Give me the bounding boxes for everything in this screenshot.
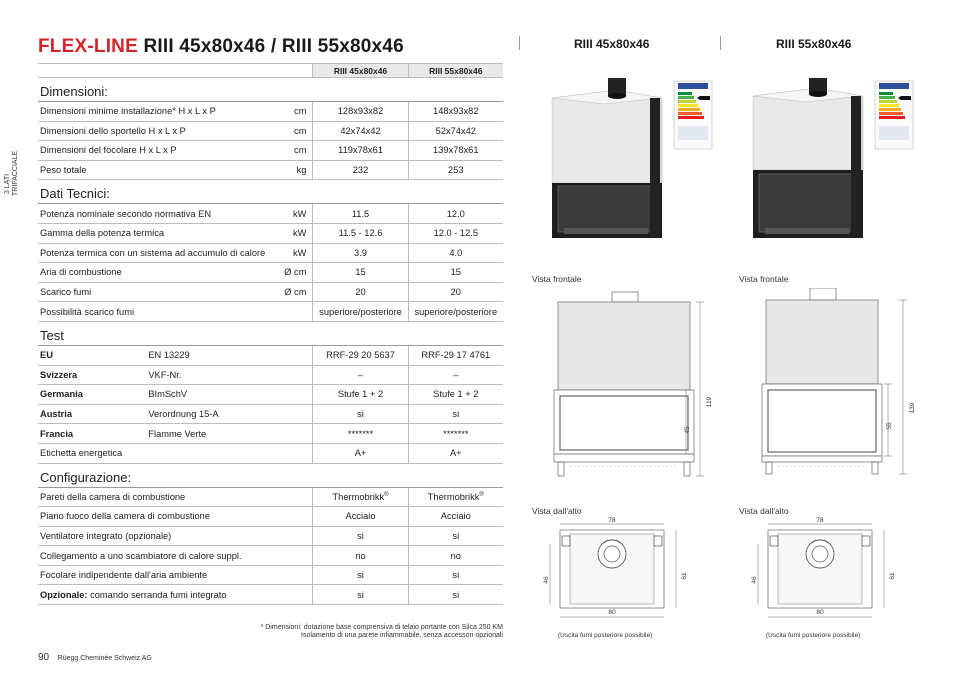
dimension-bottom: 80 bbox=[816, 609, 824, 616]
value-model-a bbox=[313, 585, 408, 605]
column-divider bbox=[519, 36, 520, 50]
row-label bbox=[38, 546, 313, 566]
row-unit: kW bbox=[282, 204, 313, 224]
config-rows bbox=[38, 487, 503, 605]
specs-table bbox=[38, 63, 503, 605]
footnote-line1: * Dimensioni: dotazione base comprensiva di telaio portante con Silca 250 KM bbox=[260, 624, 503, 631]
front-view-drawing bbox=[540, 290, 720, 485]
row-label: Peso totale bbox=[38, 160, 282, 180]
dimension-depth2: 61 bbox=[889, 572, 896, 580]
row-unit: kg bbox=[282, 160, 313, 180]
energy-label-icon bbox=[875, 81, 913, 149]
row-label: Gamma della potenza termica bbox=[38, 223, 282, 243]
table-row bbox=[38, 585, 503, 605]
side-tab bbox=[4, 150, 20, 196]
table-row bbox=[38, 243, 503, 263]
row-label-text: Focolare indipendente dall'aria ambiente bbox=[40, 570, 208, 581]
footnote bbox=[200, 624, 503, 640]
dimension-width: 78 bbox=[608, 517, 616, 524]
table-row bbox=[38, 487, 503, 507]
table-row bbox=[38, 385, 503, 405]
row-norm: EN 13229 bbox=[146, 345, 313, 365]
row-label bbox=[38, 507, 313, 527]
brand-name: FLEX-LINE bbox=[38, 36, 138, 57]
value-model-b: 15 bbox=[408, 263, 503, 283]
drawing-caption: (Uscita fumi posteriore possibile) bbox=[766, 632, 861, 639]
section-title: Dati Tecnici: bbox=[38, 180, 503, 204]
section-title: Dimensioni: bbox=[38, 78, 503, 102]
value-model-a bbox=[313, 565, 408, 585]
value-model-b: RRF-29 17 4761 bbox=[408, 345, 503, 365]
row-label-text: Piano fuoco della camera di combustione bbox=[40, 511, 211, 522]
section-title: Configurazione: bbox=[38, 463, 503, 487]
value-model-b: ******* bbox=[408, 424, 503, 444]
row-label bbox=[38, 585, 313, 605]
value-model-a: 42x74x42 bbox=[313, 121, 408, 141]
row-norm: VKF-Nr. bbox=[146, 365, 313, 385]
dimension-height: 139 bbox=[909, 402, 916, 414]
value-model-a: A+ bbox=[313, 443, 408, 463]
row-country: EU bbox=[38, 345, 146, 365]
side-tab-line1: 3 LATI bbox=[4, 173, 11, 195]
row-label-text: comando serranda fumi integrato bbox=[87, 589, 227, 600]
row-label: Aria di combustione bbox=[38, 263, 282, 283]
row-label: Dimensioni minime installazione* H x L x P bbox=[38, 102, 282, 122]
row-norm: BImSchV bbox=[146, 385, 313, 405]
page-title bbox=[38, 36, 404, 58]
top-view-label: Vista dall'alto bbox=[739, 506, 789, 516]
value-model-a: 232 bbox=[313, 160, 408, 180]
value-model-b: – bbox=[408, 365, 503, 385]
value-model-b bbox=[408, 546, 503, 566]
row-unit bbox=[282, 302, 313, 322]
table-row bbox=[38, 121, 503, 141]
value-model-a: 3.9 bbox=[313, 243, 408, 263]
row-unit: Ø cm bbox=[282, 263, 313, 283]
company-name: Rüegg Cheminée Schweiz AG bbox=[57, 655, 152, 662]
table-header bbox=[38, 64, 503, 78]
value-text: no bbox=[355, 550, 366, 561]
value-model-b: 148x93x82 bbox=[408, 102, 503, 122]
page-number: 90 bbox=[38, 652, 50, 663]
row-label bbox=[38, 565, 313, 585]
row-label-text: Ventilatore integrato (opzionale) bbox=[40, 530, 172, 541]
row-unit: cm bbox=[282, 102, 313, 122]
dimension-width: 78 bbox=[816, 517, 824, 524]
top-view-drawing bbox=[540, 514, 720, 632]
section-title: Test bbox=[38, 321, 503, 345]
product-title: RIII 55x80x46 bbox=[776, 37, 852, 51]
row-label: Potenza termica con un sistema ad accumulo di calore bbox=[38, 243, 282, 263]
table-row bbox=[38, 424, 503, 444]
value-text: Thermobrikk bbox=[427, 491, 480, 502]
value-text: Thermobrikk bbox=[332, 491, 385, 502]
value-model-b: 52x74x42 bbox=[408, 121, 503, 141]
row-unit: cm bbox=[282, 121, 313, 141]
row-norm: Flamme Verte bbox=[146, 424, 313, 444]
row-label-text: Pareti della camera di combustione bbox=[40, 491, 186, 502]
value-model-b bbox=[408, 487, 503, 507]
row-unit: cm bbox=[282, 141, 313, 161]
value-model-a: 11.5 - 12.6 bbox=[313, 223, 408, 243]
row-country: Svizzera bbox=[38, 365, 146, 385]
value-model-b: 20 bbox=[408, 282, 503, 302]
dimension-depth: 46 bbox=[543, 576, 550, 584]
column-header: RIII 55x80x46 bbox=[408, 64, 503, 78]
value-model-b bbox=[408, 565, 503, 585]
column-header: RIII 45x80x46 bbox=[313, 64, 408, 78]
section-heading bbox=[38, 463, 503, 487]
row-label bbox=[38, 526, 313, 546]
row-label: Dimensioni del focolare H x L x P bbox=[38, 141, 282, 161]
drawing-caption: (Uscita fumi posteriore possibile) bbox=[558, 632, 653, 639]
page-footer bbox=[38, 652, 152, 663]
row-country: Austria bbox=[38, 404, 146, 424]
value-model-a: 119x78x61 bbox=[313, 141, 408, 161]
value-text: si bbox=[357, 570, 364, 581]
table-row bbox=[38, 204, 503, 224]
value-model-b: 12.0 - 12.5 bbox=[408, 223, 503, 243]
value-model-b bbox=[408, 585, 503, 605]
dimension-depth2: 61 bbox=[681, 572, 688, 580]
test-rows bbox=[38, 345, 503, 463]
row-country: Francia bbox=[38, 424, 146, 444]
table-row bbox=[38, 302, 503, 322]
value-model-a: RRF-29 20 5637 bbox=[313, 345, 408, 365]
value-model-a bbox=[313, 487, 408, 507]
value-model-a: – bbox=[313, 365, 408, 385]
value-text: no bbox=[450, 550, 461, 561]
table-row bbox=[38, 223, 503, 243]
value-model-a: 15 bbox=[313, 263, 408, 283]
value-text: si bbox=[357, 530, 364, 541]
value-text: si bbox=[452, 589, 460, 600]
value-model-a bbox=[313, 546, 408, 566]
table-row bbox=[38, 526, 503, 546]
table-row bbox=[38, 404, 503, 424]
footnote-line2: Isolamento di una parete infiammabile, senza accessori opzionali bbox=[301, 632, 503, 639]
table-row bbox=[38, 443, 503, 463]
table-row bbox=[38, 507, 503, 527]
row-country: Germania bbox=[38, 385, 146, 405]
registered-mark: ® bbox=[384, 491, 389, 498]
dimension-bottom: 80 bbox=[608, 609, 616, 616]
product-photo bbox=[745, 78, 915, 250]
energy-label-icon bbox=[674, 81, 712, 149]
value-model-a: ******* bbox=[313, 424, 408, 444]
value-model-a: 20 bbox=[313, 282, 408, 302]
product-title: RIII 45x80x46 bbox=[574, 37, 650, 51]
row-unit: kW bbox=[282, 243, 313, 263]
table-row bbox=[38, 263, 503, 283]
dimensioni-rows bbox=[38, 102, 503, 180]
value-model-a: 11.5 bbox=[313, 204, 408, 224]
section-heading bbox=[38, 321, 503, 345]
dimension-height: 119 bbox=[706, 396, 713, 408]
row-label: Dimensioni dello sportello H x L x P bbox=[38, 121, 282, 141]
row-norm: Verordnung 15-A bbox=[146, 404, 313, 424]
row-label: Potenza nominale secondo normativa EN bbox=[38, 204, 282, 224]
value-model-b: A+ bbox=[408, 443, 503, 463]
dimension-door-height: 45 bbox=[684, 426, 691, 434]
value-model-b bbox=[408, 507, 503, 527]
row-unit: kW bbox=[282, 223, 313, 243]
row-label bbox=[38, 487, 313, 507]
row-label-text: Collegamento a uno scambiatore di calore suppl. bbox=[40, 550, 242, 561]
value-text: si bbox=[452, 570, 460, 581]
value-text: si bbox=[357, 589, 364, 600]
value-model-a: 128x93x82 bbox=[313, 102, 408, 122]
value-model-b: Stufe 1 + 2 bbox=[408, 385, 503, 405]
front-view-label: Vista frontale bbox=[739, 274, 789, 284]
side-tab-line2: TRIFACCIALE bbox=[12, 150, 19, 196]
registered-mark: ® bbox=[479, 491, 484, 498]
table-row bbox=[38, 141, 503, 161]
value-model-b bbox=[408, 526, 503, 546]
front-view-label: Vista frontale bbox=[532, 274, 582, 284]
value-model-a: si bbox=[313, 404, 408, 424]
value-model-b: superiore/posteriore bbox=[408, 302, 503, 322]
row-label-bold: Opzionale: bbox=[40, 589, 88, 600]
row-label: Scarico fumi bbox=[38, 282, 282, 302]
value-model-b: 253 bbox=[408, 160, 503, 180]
value-model-b: 4.0 bbox=[408, 243, 503, 263]
dimension-depth: 46 bbox=[751, 576, 758, 584]
product-photo bbox=[544, 78, 714, 250]
table-row bbox=[38, 160, 503, 180]
value-text: Acciaio bbox=[440, 511, 471, 522]
value-model-a bbox=[313, 526, 408, 546]
top-view-drawing bbox=[748, 514, 928, 632]
dati-rows bbox=[38, 204, 503, 322]
section-heading bbox=[38, 78, 503, 102]
front-view-drawing bbox=[748, 288, 928, 485]
section-heading bbox=[38, 180, 503, 204]
value-model-a bbox=[313, 507, 408, 527]
row-label: Possibilità scarico fumi bbox=[38, 302, 282, 322]
model-names: RIII 45x80x46 / RIII 55x80x46 bbox=[143, 36, 404, 57]
row-country: Etichetta energetica bbox=[38, 443, 313, 463]
table-row bbox=[38, 345, 503, 365]
value-model-b: 139x78x61 bbox=[408, 141, 503, 161]
row-unit: Ø cm bbox=[282, 282, 313, 302]
value-model-a: Stufe 1 + 2 bbox=[313, 385, 408, 405]
value-model-b: 12.0 bbox=[408, 204, 503, 224]
table-row bbox=[38, 546, 503, 566]
value-text: si bbox=[452, 530, 460, 541]
value-model-a: superiore/posteriore bbox=[313, 302, 408, 322]
table-row bbox=[38, 565, 503, 585]
table-row bbox=[38, 365, 503, 385]
top-view-label: Vista dall'alto bbox=[532, 506, 582, 516]
table-row bbox=[38, 282, 503, 302]
dimension-door-height: 55 bbox=[886, 422, 893, 430]
value-text: Acciaio bbox=[345, 511, 376, 522]
value-model-b: si bbox=[408, 404, 503, 424]
table-row bbox=[38, 102, 503, 122]
column-divider bbox=[720, 36, 721, 50]
